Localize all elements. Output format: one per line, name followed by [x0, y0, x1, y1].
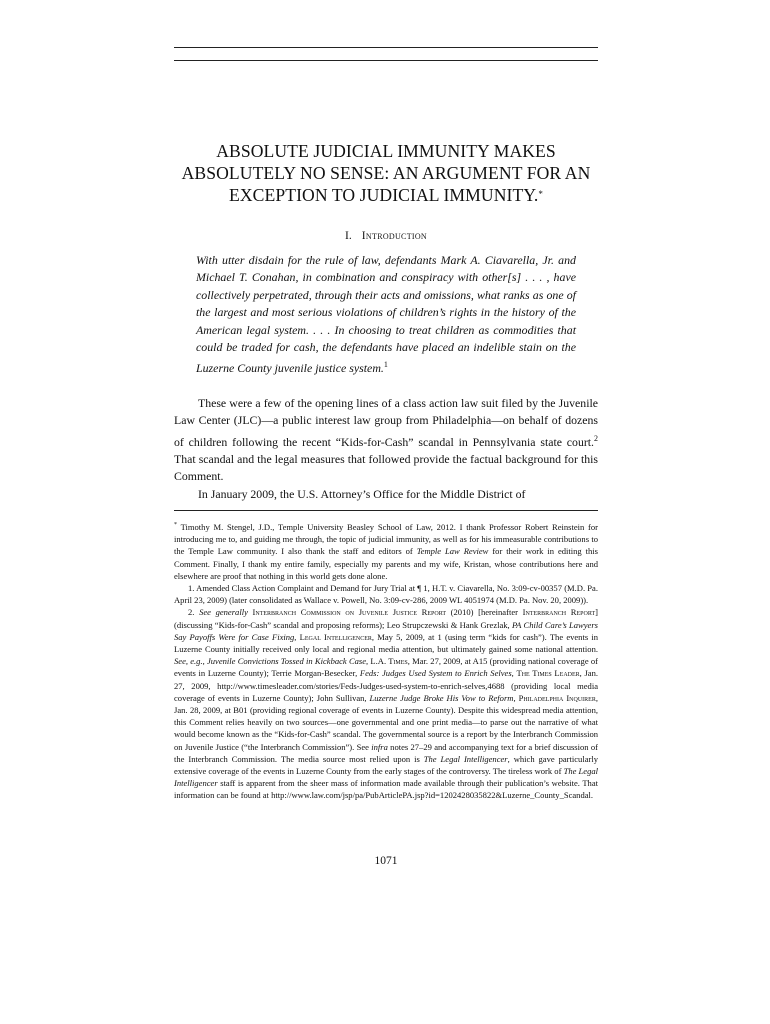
fn2-s4: ] (discussing “Kids-for-Cash” scandal and proposing reforms); Leo Strupczewski & Hank Grezlak,: [174, 607, 598, 630]
fn2-s23: notes 27–29 and accompanying text for a brief discussion of the Interbranch Commission. The media source most relied upon is: [174, 741, 598, 764]
header-rule-top: [174, 47, 598, 48]
footnote-star-marker: *: [174, 522, 177, 529]
fn2-s25: , which gave particularly extensive coverage of the events in Luzerne County from the early stages of the controversy. The tireless work of: [174, 753, 598, 777]
fn2-s2: (2010) [hereinafter: [446, 607, 523, 618]
footnote-2: [174, 606, 598, 801]
fn2-s9: See, e.g.: [174, 656, 203, 667]
fn2-s8: , May 5, 2009, at 1 (using term “kids for cash”). The events in Luzerne County initially received only local and regional media attention, but ultimately gained some national attention.: [174, 631, 598, 655]
fn2-s10: ,: [202, 656, 207, 667]
footnote-star-text-b: for their work in editing this Comment. Finally, I thank my entire family, especially my parents and my wife, Kristan, whose contributions here and elsewhere are proof that nothing in this world gets done alone.: [174, 546, 598, 581]
fn2-s24: The Legal Intelligencer: [423, 753, 508, 764]
fn2-s21: , Jan. 28, 2009, at B01 (providing regional coverage of events in Luzerne County). Despite this widespread media attention, this Comment relies heavily on two sources—one governmental and one print media—to parse out the narrative of what would become known as the “Kids-for-Cash” scandal. The governmental source is a report by the Interbranch Commission on Juvenile Justice (“the Interbranch Commission”). See: [174, 692, 598, 752]
fn2-s16: The Times Leader: [516, 668, 580, 679]
footnote-star: [174, 519, 598, 582]
fn2-s20: Philadelphia Inquirer: [518, 692, 596, 703]
section-number: I.: [345, 229, 352, 242]
body-paragraph-2: In January 2009, the U.S. Attorney’s Office for the Middle District of: [198, 486, 526, 501]
fn2-s11: Juvenile Convictions Tossed in Kickback Case: [206, 656, 367, 667]
footnotes: [174, 519, 598, 802]
header-rule-bottom: [174, 60, 598, 61]
footnote-ref-1[interactable]: 1: [383, 360, 388, 370]
article-title: [174, 140, 598, 206]
title-footnote-marker[interactable]: *: [538, 189, 543, 199]
body-paragraph-1-part-a: These were a few of the opening lines of a class action law suit filed by the Juvenile Law Center (JLC)—a public interest law group from Philadelphia—on behalf of dozens of children following the recent “Kids-for-Cash” scandal in Pennsylvania state court.: [174, 395, 598, 449]
fn2-s19: ,: [513, 692, 519, 703]
section-heading: [174, 229, 598, 243]
fn2-s17: , Jan. 27, 2009, http://www.timesleader.com/stories/Feds-Judges-used-system-to-enrich-selves,4688 (providing local media coverage of events in Luzerne County); John Sullivan,: [174, 668, 598, 703]
fn2-s15: ,: [511, 668, 517, 679]
fn2-s18: Luzerne Judge Broke His Vow to Reform: [369, 692, 514, 703]
article-title-text: ABSOLUTE JUDICIAL IMMUNITY MAKES ABSOLUTELY NO SENSE: AN ARGUMENT FOR AN EXCEPTION TO JUDICIAL IMMUNITY.: [181, 141, 591, 205]
fn2-s12: , L.A. Times: [366, 656, 408, 667]
fn2-s7: Legal Intelligencer: [299, 631, 372, 642]
footnote-1: 1. Amended Class Action Complaint and Demand for Jury Trial at ¶ 1, H.T. v. Ciavarella, No. 3:09-cv-00357 (M.D. Pa. April 23, 2009) (later consolidated as Wallace v. Powell, No. 3:09-cv-286, 2009 WL 4051974 (M.D. Pa. Nov. 20, 2009)).: [174, 583, 598, 606]
footnote-star-text-a: Timothy M. Stengel, J.D., Temple University Beasley School of Law, 2012. I thank Professor Robert Reinstein for introducing me to, and guiding me through, the topic of judicial immunity, as well as for his immeasurable contributions to the Temple Law community. I also thank the staff and editors of: [174, 522, 598, 557]
fn2-s6: ,: [294, 631, 300, 642]
footnote-separator: [174, 510, 598, 511]
body-paragraph-1-part-b: That scandal and the legal measures that followed provide the factual background for this Comment.: [174, 451, 598, 484]
fn2-s27: staff is apparent from the sheer mass of information made available through their publication’s website. That information can be found at http://www.law.com/jsp/pa/PubArticlePA.jsp?id=1202428035822&Luzerne_County_Scandal.: [174, 778, 598, 801]
body-paragraph-1: [174, 395, 598, 486]
fn2-s22: infra: [371, 741, 388, 752]
fn2-s1: Interbranch Commission on Juvenile Justice Report: [247, 607, 447, 618]
footnote-ref-2[interactable]: 2: [594, 433, 598, 443]
footnote-star-journal: Temple Law Review: [416, 546, 489, 557]
fn2-s14: Feds: Judges Used System to Enrich Selves: [359, 668, 512, 679]
fn2-s3: Interbranch Report: [522, 607, 596, 618]
fn2-s26: The Legal Intelligencer: [174, 766, 598, 789]
fn2-s13: , Mar. 27, 2009, at A15 (providing national coverage of events in Luzerne County); Terrie Morgan-Besecker,: [174, 656, 598, 679]
section-heading-text: Introduction: [361, 229, 427, 242]
fn2-s5: PA Child Care’s Lawyers Say Payoffs Were for Case Fixing: [174, 619, 598, 642]
page-number: 1071: [374, 855, 398, 867]
opening-blockquote: [196, 252, 576, 378]
page-body: [174, 140, 598, 802]
blockquote-text: With utter disdain for the rule of law, defendants Mark A. Ciavarella, Jr. and Michael T. Conahan, in combination and conspiracy with other[s] . . . , have collectively perpetrated, through their acts and omissions, what ranks as one of the largest and most serious violations of children’s rights in the history of the American legal system. . . . In choosing to treat children as commodities that could be traded for cash, the defendants have placed an indelible stain on the Luzerne County juvenile justice system.: [196, 253, 576, 376]
footnote-2-number: 2.: [188, 607, 200, 618]
fn2-signal: See generally: [199, 607, 248, 618]
